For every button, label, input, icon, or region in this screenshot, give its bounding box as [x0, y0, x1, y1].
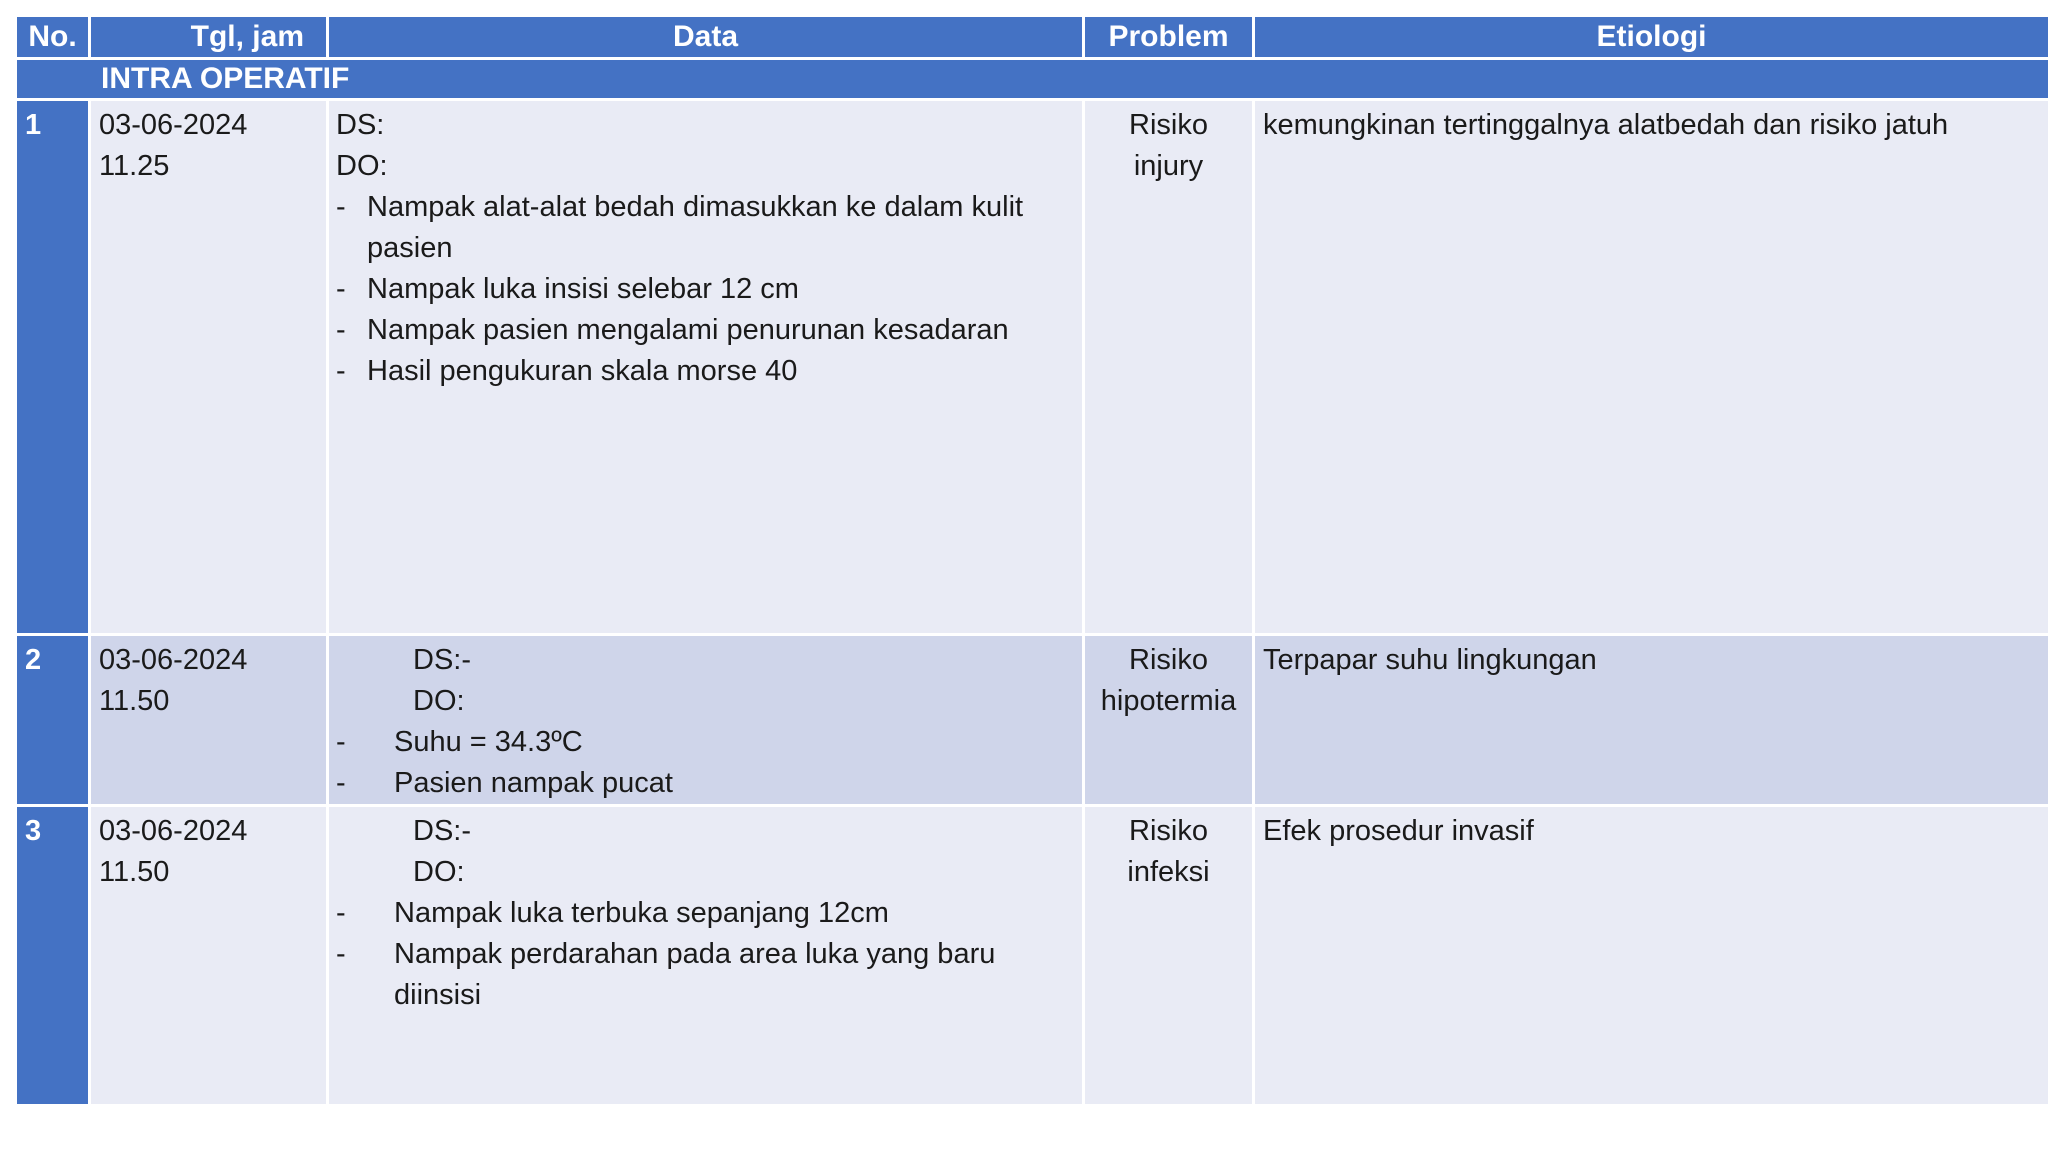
table-row — [16, 635, 2048, 806]
data-cell — [328, 806, 1084, 1106]
ds-label: DS: — [336, 109, 385, 141]
problem-cell — [1084, 100, 1254, 635]
data-cell — [328, 100, 1084, 635]
problem-line-1: Risiko — [1129, 644, 1208, 676]
bullet-dash: - — [336, 273, 346, 305]
row-number: 2 — [16, 635, 90, 806]
etiologi-cell: Efek prosedur invasif — [1254, 806, 2048, 1106]
table-row — [16, 806, 2048, 1106]
section-intra-operatif: INTRA OPERATIF — [16, 59, 2048, 100]
header-etiologi: Etiologi — [1254, 16, 2048, 59]
list-item-text: Hasil pengukuran skala morse 40 — [367, 355, 798, 387]
do-label: DO: — [413, 856, 465, 888]
diagnosis-table — [14, 14, 2048, 1107]
problem-cell — [1084, 635, 1254, 806]
etiologi-cell: kemungkinan tertinggalnya alatbedah dan risiko jatuh — [1254, 100, 2048, 635]
row-time: 11.50 — [99, 685, 170, 717]
problem-line-2: hipotermia — [1100, 685, 1237, 717]
list-item — [336, 722, 1072, 763]
section-row — [16, 59, 2048, 100]
header-problem: Problem — [1084, 16, 1254, 59]
list-item — [336, 934, 1072, 1016]
row-number: 3 — [16, 806, 90, 1106]
bullet-dash: - — [336, 897, 346, 929]
list-item-text: Nampak luka insisi selebar 12 cm — [367, 273, 799, 305]
ds-label: DS:- — [413, 815, 471, 847]
list-item — [336, 269, 1072, 310]
row-time: 11.50 — [99, 856, 170, 888]
header-tgl-jam: Tgl, jam — [90, 16, 328, 59]
do-label: DO: — [413, 685, 465, 717]
header-data: Data — [328, 16, 1084, 59]
data-cell — [328, 635, 1084, 806]
do-label: DO: — [336, 150, 388, 182]
table-row — [16, 100, 2048, 635]
row-time: 11.25 — [99, 150, 170, 182]
etiologi-cell: Terpapar suhu lingkungan — [1254, 635, 2048, 806]
problem-line-1: Risiko — [1129, 815, 1208, 847]
row-date: 03-06-2024 — [99, 815, 248, 847]
date-time-cell — [90, 806, 328, 1106]
row-number: 1 — [16, 100, 90, 635]
list-item-text: Nampak pasien mengalami penurunan kesadaran — [367, 314, 1009, 346]
bullet-dash: - — [336, 314, 346, 346]
list-item-text: Nampak luka terbuka sepanjang 12cm — [394, 897, 889, 929]
list-item — [336, 763, 1072, 804]
ds-label: DS:- — [413, 644, 471, 676]
problem-cell — [1084, 806, 1254, 1106]
bullet-dash: - — [336, 191, 346, 223]
list-item — [336, 351, 1072, 392]
list-item — [336, 310, 1072, 351]
bullet-dash: - — [336, 767, 346, 799]
row-date: 03-06-2024 — [99, 109, 248, 141]
list-item-text: Nampak perdarahan pada area luka yang baru diinsisi — [394, 938, 996, 1011]
list-item — [336, 187, 1072, 269]
list-item — [336, 893, 1072, 934]
bullet-dash: - — [336, 938, 346, 970]
bullet-dash: - — [336, 355, 346, 387]
problem-line-2: injury — [1133, 150, 1204, 182]
list-item-text: Pasien nampak pucat — [394, 767, 673, 799]
list-item-text: Suhu = 34.3ºC — [394, 726, 583, 758]
bullet-dash: - — [336, 726, 346, 758]
date-time-cell — [90, 100, 328, 635]
problem-line-2: infeksi — [1127, 856, 1210, 888]
row-date: 03-06-2024 — [99, 644, 248, 676]
header-no: No. — [16, 16, 90, 59]
header-row — [16, 16, 2048, 59]
date-time-cell — [90, 635, 328, 806]
problem-line-1: Risiko — [1129, 109, 1208, 141]
list-item-text: Nampak alat-alat bedah dimasukkan ke dalam kulit pasien — [367, 191, 1024, 264]
